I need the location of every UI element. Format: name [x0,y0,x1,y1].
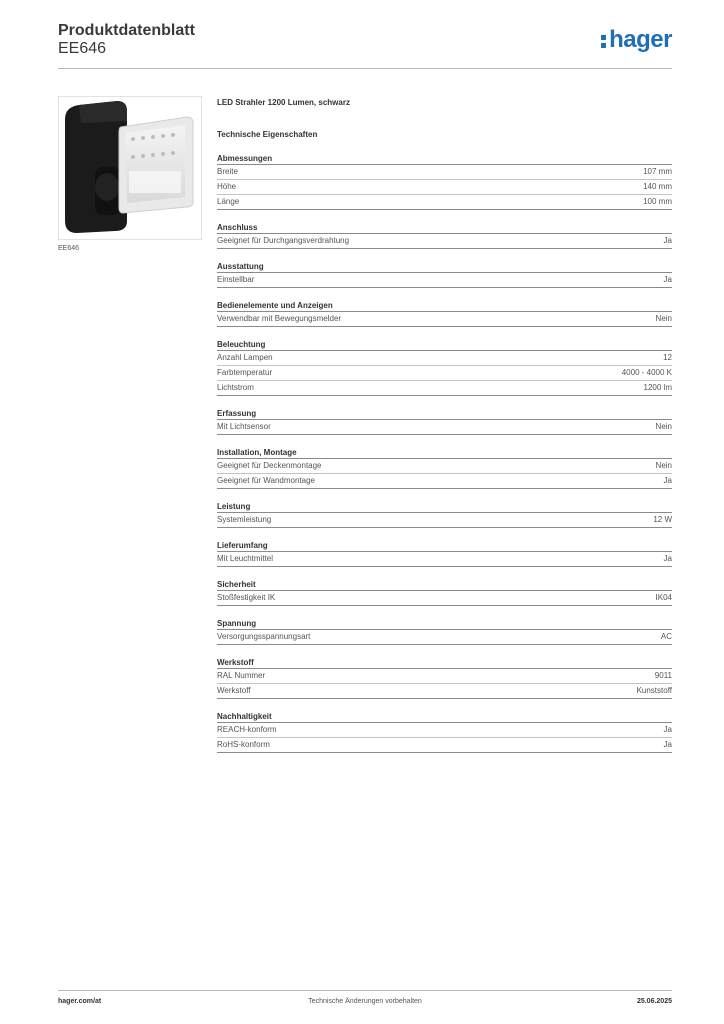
spec-value: Ja [663,236,672,245]
spec-row [217,669,672,684]
document-title: Produktdatenblatt [58,22,195,39]
spec-group [217,300,672,327]
spec-group-title: Anschluss [217,222,672,234]
spec-label: Mit Lichtsensor [217,422,271,431]
spec-value: 4000 - 4000 K [621,368,672,377]
spec-label: Farbtemperatur [217,368,273,377]
hager-logo[interactable] [601,26,672,54]
spec-label: Länge [217,197,240,206]
product-image [58,96,202,240]
spec-group [217,447,672,489]
spec-row [217,366,672,381]
spec-group [217,501,672,528]
spec-group [217,261,672,288]
spec-value: 12 W [653,515,672,524]
spec-group-title: Spannung [217,618,672,630]
spec-group [217,657,672,699]
spec-group-title: Beleuchtung [217,339,672,351]
spec-group [217,408,672,435]
spec-value: 1200 lm [643,383,672,392]
spec-row [217,474,672,489]
spec-row [217,234,672,249]
spec-label: Stoßfestigkeit IK [217,593,276,602]
spec-value: IK04 [655,593,672,602]
spec-value: 100 mm [643,197,672,206]
spec-value: 140 mm [643,182,672,191]
spec-label: Verwendbar mit Bewegungsmelder [217,314,342,323]
spec-group [217,339,672,396]
spec-group-title: Nachhaltigkeit [217,711,672,723]
spec-group-title: Ausstattung [217,261,672,273]
spec-label: Geeignet für Wandmontage [217,476,315,485]
product-name: LED Strahler 1200 Lumen, schwarz [217,98,350,107]
header-divider [58,68,672,69]
spec-value: Ja [663,725,672,734]
spec-label: Mit Leuchtmittel [217,554,274,563]
spec-row [217,180,672,195]
spec-group [217,222,672,249]
spec-value: 12 [663,353,672,362]
spec-label: RoHS-konform [217,740,270,749]
footer-note: Technische Änderungen vorbehalten [308,998,422,1005]
spec-group-title: Bedienelemente und Anzeigen [217,300,672,312]
spec-label: Höhe [217,182,237,191]
spec-row [217,459,672,474]
document-header [58,22,672,70]
spec-row [217,630,672,645]
spec-label: Breite [217,167,238,176]
document-footer [58,998,672,1010]
spec-group [217,618,672,645]
spec-label: Einstellbar [217,275,255,284]
spec-value: Ja [663,554,672,563]
spec-row [217,420,672,435]
spec-row [217,273,672,288]
spec-row [217,165,672,180]
spec-label: Versorgungsspannungsart [217,632,311,641]
spec-content [217,97,672,753]
spec-row [217,351,672,366]
spec-value: 9011 [654,671,672,680]
spec-row [217,723,672,738]
spec-value: Nein [655,461,672,470]
floodlight-illustration [59,97,202,240]
spec-row [217,195,672,210]
spec-row [217,552,672,567]
spec-label: Lichtstrom [217,383,254,392]
spec-row [217,684,672,699]
logo-text: hager [609,26,672,53]
footer-divider [58,990,672,991]
spec-label: Anzahl Lampen [217,353,273,362]
spec-row [217,381,672,396]
spec-value: Ja [663,275,672,284]
spec-group [217,579,672,606]
spec-value: 107 mm [643,167,672,176]
spec-label: RAL Nummer [217,671,266,680]
spec-row [217,312,672,327]
spec-row [217,513,672,528]
spec-group-title: Abmessungen [217,153,672,165]
spec-label: Systemleistung [217,515,272,524]
spec-group-title: Erfassung [217,408,672,420]
spec-group [217,540,672,567]
spec-label: Werkstoff [217,686,251,695]
spec-label: REACH-konform [217,725,277,734]
spec-row [217,591,672,606]
product-code: EE646 [58,40,107,57]
spec-group-title: Installation, Montage [217,447,672,459]
logo-colon-icon [601,31,607,49]
footer-date: 25.06.2025 [636,998,672,1005]
spec-group [217,153,672,210]
spec-group-title: Lieferumfang [217,540,672,552]
spec-label: Geeignet für Durchgangsverdrahtung [217,236,350,245]
spec-section-title: Technische Eigenschaften [217,130,318,139]
spec-groups [217,153,672,753]
spec-value: Nein [655,314,672,323]
spec-value: Kunststoff [636,686,672,695]
spec-value: Ja [663,740,672,749]
spec-group-title: Werkstoff [217,657,672,669]
spec-group-title: Leistung [217,501,672,513]
footer-website-link[interactable]: hager.com/at [58,998,102,1005]
spec-value: AC [660,632,672,641]
spec-group [217,711,672,753]
spec-row [217,738,672,753]
spec-value: Ja [663,476,672,485]
spec-group-title: Sicherheit [217,579,672,591]
spec-value: Nein [655,422,672,431]
image-caption: EE646 [58,245,80,252]
spec-label: Geeignet für Deckenmontage [217,461,322,470]
